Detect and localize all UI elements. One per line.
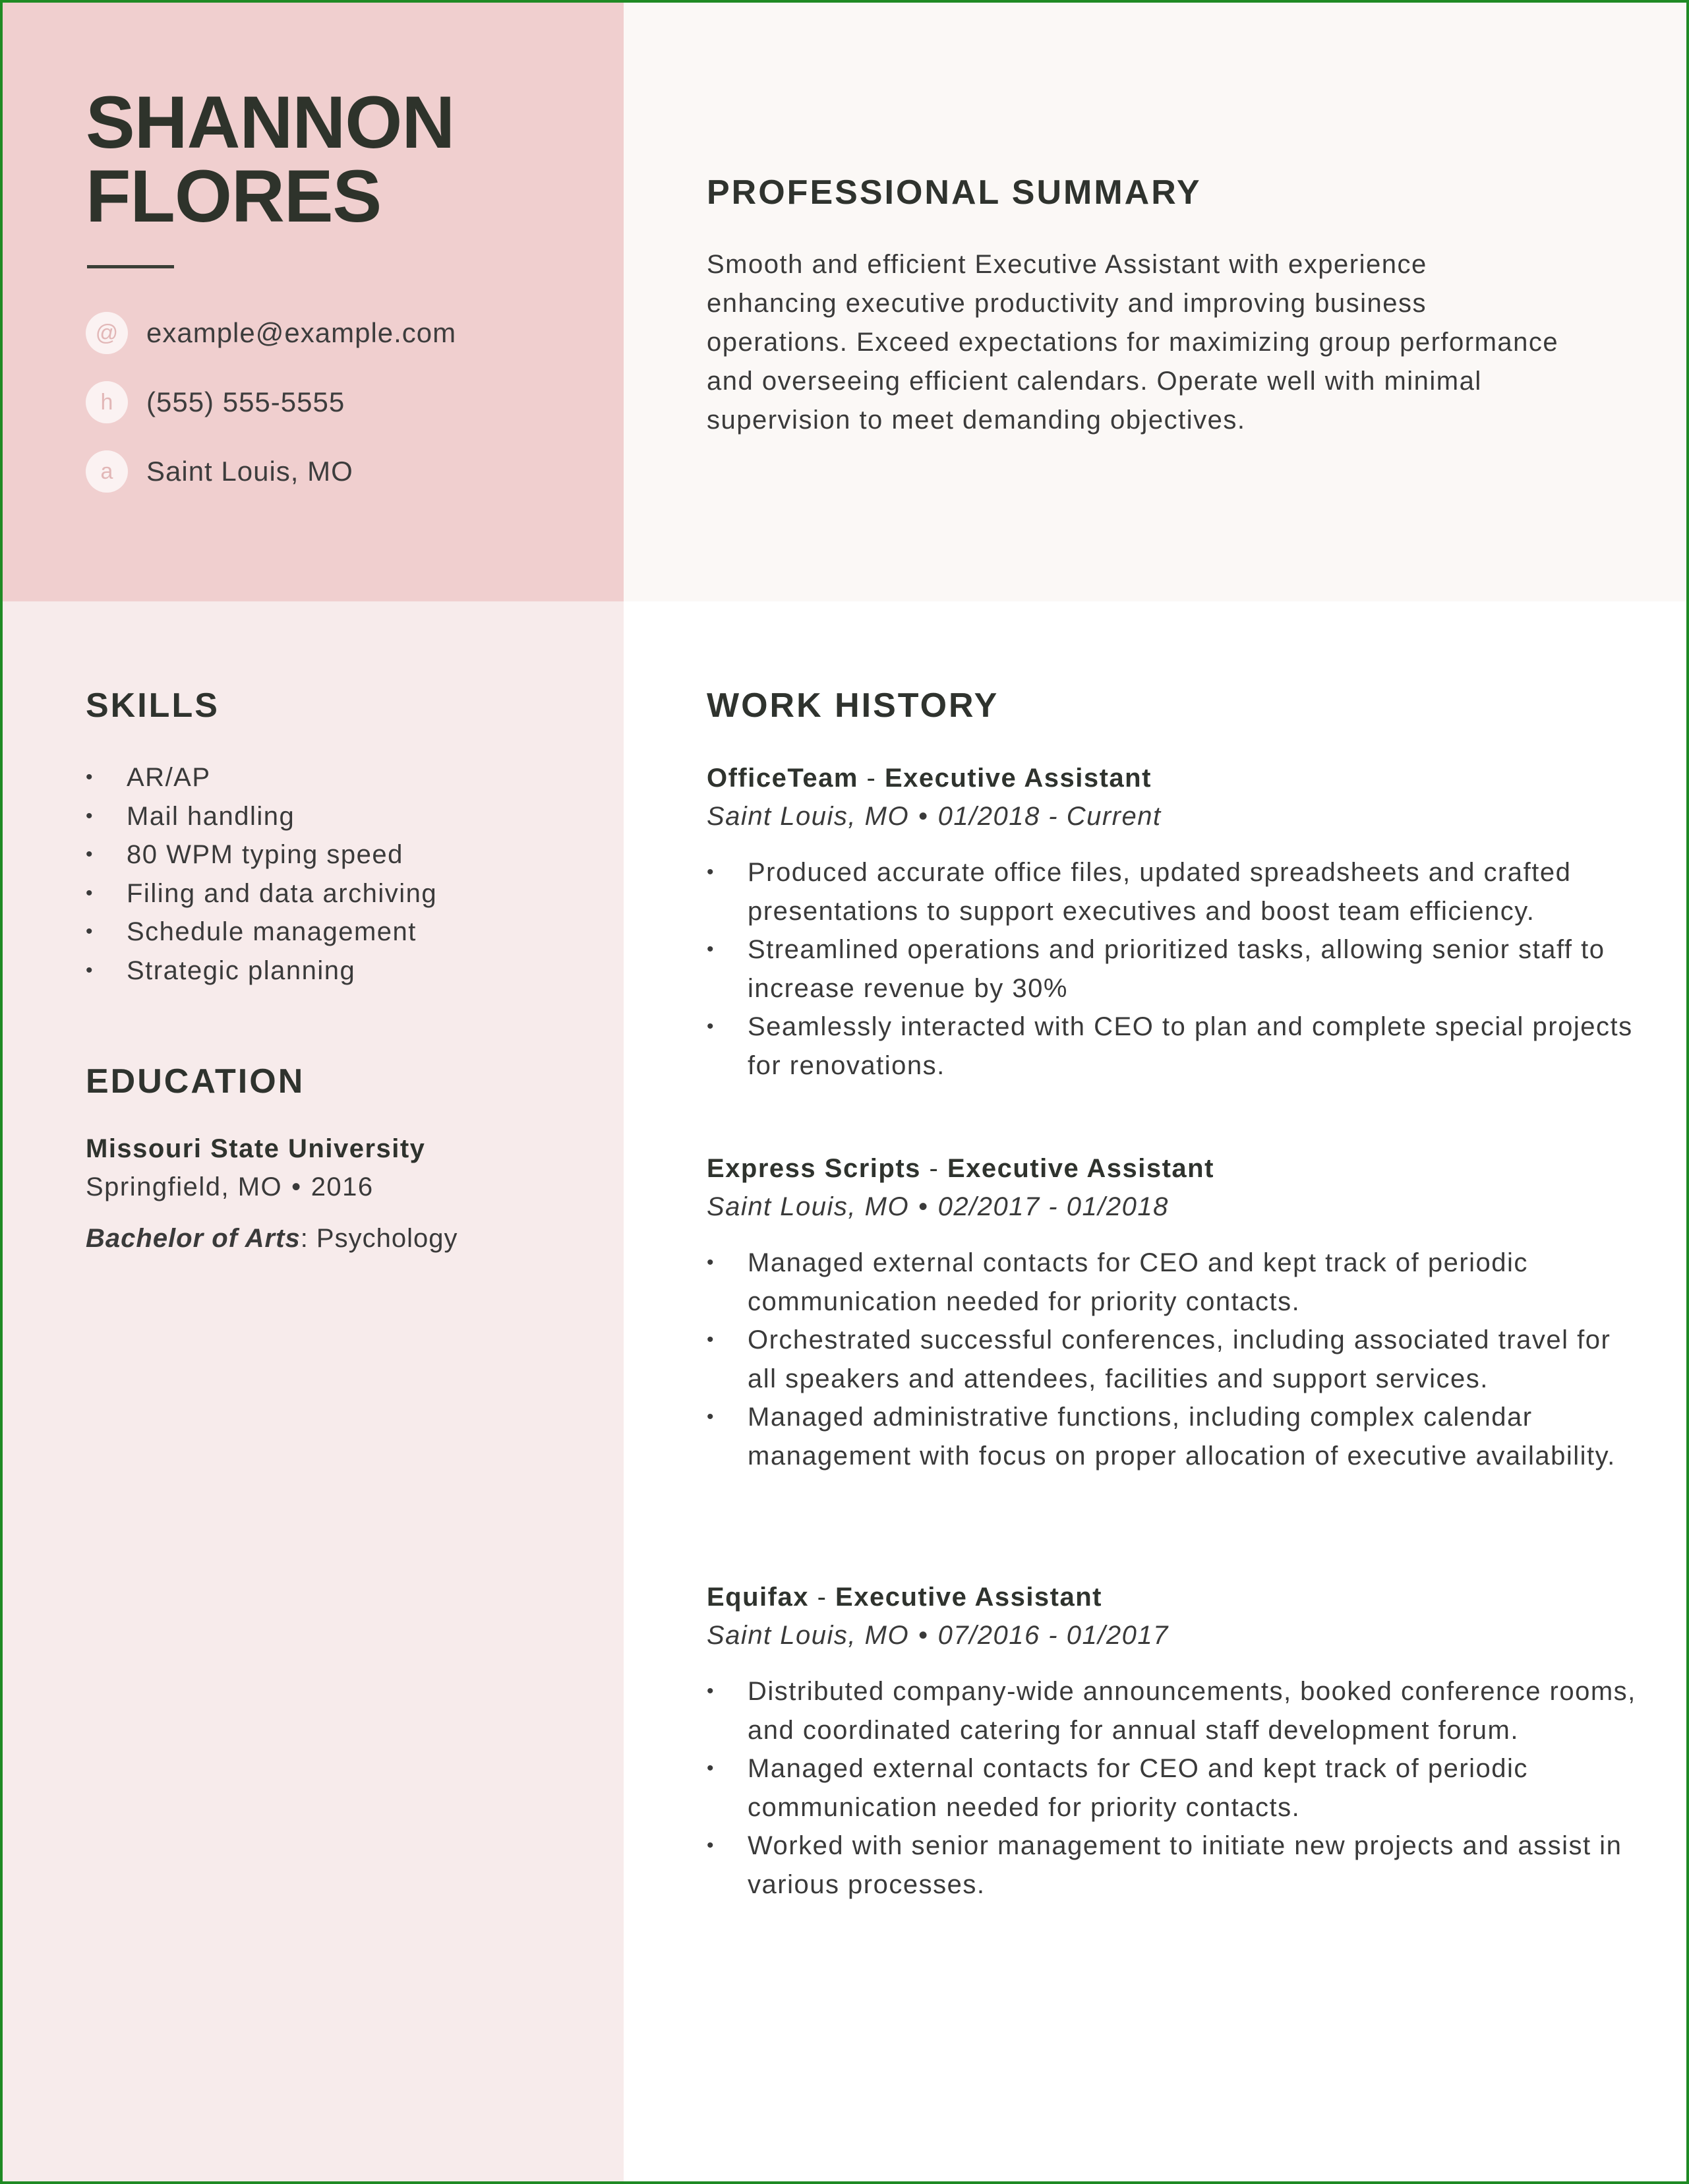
job-title-line: OfficeTeam - Executive Assistant — [707, 764, 1152, 793]
job-role: Executive Assistant — [884, 764, 1152, 793]
job-bullets — [707, 1672, 1643, 1904]
last-name: FLORES — [86, 155, 382, 237]
list-item: • Filing and data archiving — [86, 874, 600, 913]
phone-icon: h — [86, 381, 128, 423]
address-icon: a — [86, 450, 128, 493]
list-item: • Seamlessly interacted with CEO to plan and complete special projects for renovations. — [707, 1008, 1643, 1085]
list-item: • Distributed company-wide announcements, booked conference rooms, and coordinated catering for annual staff development forum. — [707, 1672, 1643, 1749]
job-meta-line — [707, 1192, 1169, 1222]
contact-email — [86, 312, 456, 354]
job-bullets — [707, 853, 1643, 1085]
school-location: Springfield, MO — [86, 1172, 283, 1201]
list-item: • Managed external contacts for CEO and kept track of periodic communication needed for priority contacts. — [707, 1749, 1643, 1827]
job-bullets — [707, 1244, 1643, 1475]
summary-text: Smooth and efficient Executive Assistant with experience enhancing executive productivity and improving business operations. Exceed expectations for maximizing group performance and overseeing efficient calendars. Operate well with minimal supervision to meet demanding objectives. — [707, 250, 1559, 435]
email-icon: @ — [86, 312, 128, 354]
job-role: Executive Assistant — [947, 1154, 1214, 1183]
job-role: Executive Assistant — [835, 1583, 1102, 1612]
skills-heading: SKILLS — [86, 686, 220, 725]
work-history-heading: WORK HISTORY — [707, 686, 999, 725]
email-text: example@example.com — [146, 317, 457, 348]
company-name: Express Scripts — [707, 1154, 921, 1183]
list-item: • Managed external contacts for CEO and kept track of periodic communication needed for priority contacts. — [707, 1244, 1643, 1321]
address-text: Saint Louis, MO — [146, 456, 353, 487]
contact-phone — [86, 381, 345, 423]
company-name: Equifax — [707, 1583, 809, 1612]
graduation-year: 2016 — [311, 1172, 374, 1201]
first-name: SHANNON — [86, 81, 455, 164]
phone-text: (555) 555-5555 — [146, 386, 345, 417]
job-dates: 01/2018 - Current — [937, 802, 1162, 831]
job-meta-line — [707, 802, 1162, 832]
school-location-line — [86, 1172, 374, 1202]
list-item: • Managed administrative functions, including complex calendar management with focus on proper allocation of executive availability. — [707, 1398, 1643, 1475]
company-name: OfficeTeam — [707, 764, 858, 793]
list-item: • Schedule management — [86, 913, 600, 952]
list-item: • 80 WPM typing speed — [86, 835, 600, 874]
name-divider — [87, 265, 174, 268]
school-name: Missouri State University — [86, 1134, 426, 1163]
job-meta-line — [707, 1621, 1169, 1651]
degree-field: : Psychology — [300, 1224, 458, 1253]
list-item: • Strategic planning — [86, 952, 600, 990]
job-title-line: Express Scripts - Executive Assistant — [707, 1154, 1214, 1183]
job-dates: 07/2016 - 01/2017 — [937, 1621, 1169, 1650]
skills-list — [86, 758, 600, 990]
list-item: • Produced accurate office files, updated spreadsheets and crafted presentations to support executives and boost team efficiency. — [707, 853, 1643, 930]
job-location: Saint Louis, MO — [707, 1192, 910, 1221]
summary-heading: PROFESSIONAL SUMMARY — [707, 173, 1202, 212]
list-item: • Orchestrated successful conferences, including associated travel for all speakers and attendees, facilities and support services. — [707, 1321, 1643, 1398]
list-item: • Worked with senior management to initiate new projects and assist in various processes. — [707, 1827, 1643, 1904]
contact-address — [86, 450, 353, 493]
job-dates: 02/2017 - 01/2018 — [937, 1192, 1169, 1221]
job-location: Saint Louis, MO — [707, 802, 910, 831]
separator-dot: • — [918, 1621, 929, 1650]
list-item: • Streamlined operations and prioritized tasks, allowing senior staff to increase revenue by 30% — [707, 930, 1643, 1008]
degree-line — [86, 1224, 458, 1254]
degree-name: Bachelor of Arts — [86, 1224, 301, 1253]
education-heading: EDUCATION — [86, 1062, 305, 1101]
separator-dot: • — [918, 802, 929, 831]
list-item: • Mail handling — [86, 797, 600, 836]
job-location: Saint Louis, MO — [707, 1621, 910, 1650]
candidate-name — [86, 81, 455, 237]
list-item: • AR/AP — [86, 758, 600, 797]
job-title-line: Equifax - Executive Assistant — [707, 1583, 1102, 1612]
separator-dot: • — [291, 1172, 302, 1201]
separator-dot: • — [918, 1192, 929, 1221]
